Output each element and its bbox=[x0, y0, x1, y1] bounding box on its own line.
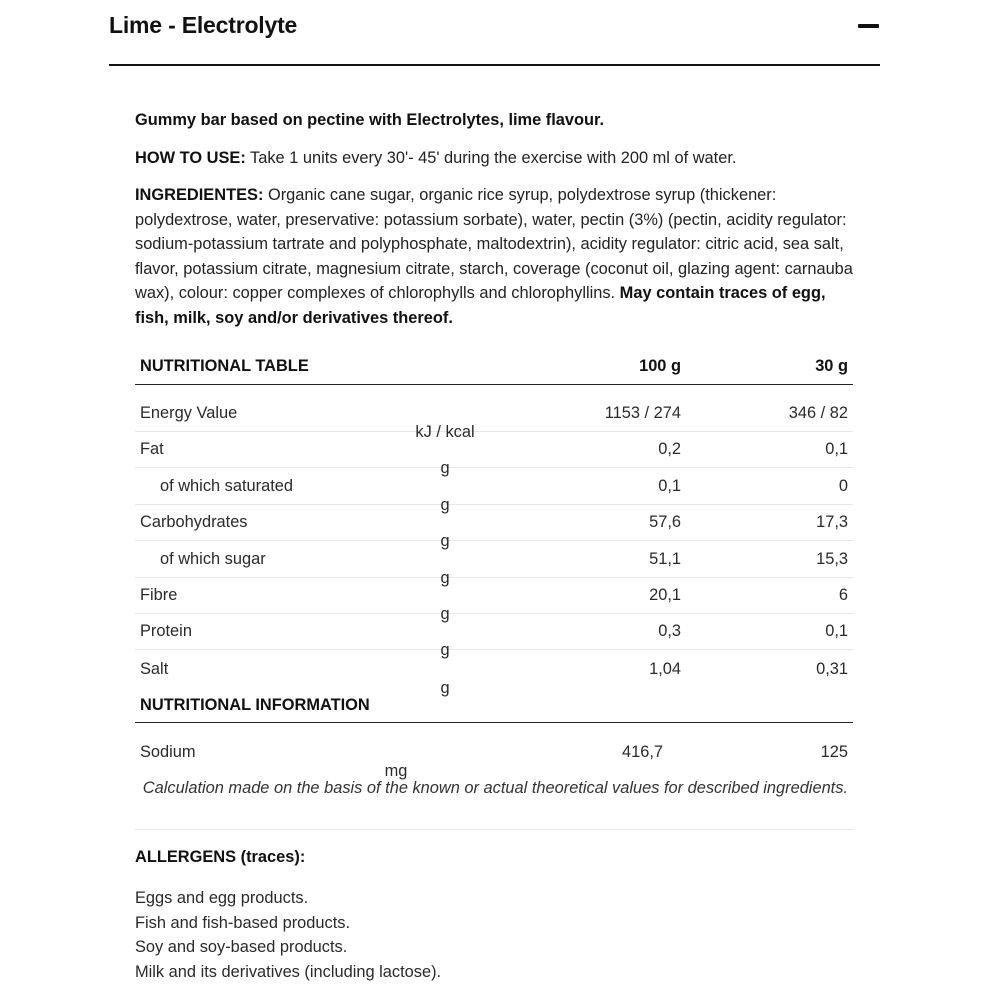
nutrient-name: Energy Value bbox=[140, 404, 238, 422]
nutrition-table-body bbox=[135, 385, 853, 697]
value-per-30g: 15,3 bbox=[816, 549, 848, 568]
nutrition-info-table bbox=[135, 687, 853, 780]
accordion-header[interactable] bbox=[109, 0, 880, 66]
value-per-30g: 0,1 bbox=[825, 622, 848, 641]
nutrition-info-body bbox=[135, 723, 853, 780]
table-row: of which saturated g 0,1 0 bbox=[135, 468, 853, 504]
value-per-30g: 125 bbox=[820, 743, 848, 761]
table-row: Fat g 0,2 0,1 bbox=[135, 432, 853, 468]
value-per-30g: 17,3 bbox=[816, 513, 848, 532]
allergens-title: ALLERGENS (traces): bbox=[135, 848, 306, 866]
allergen-item: Milk and its derivatives (including lactose). bbox=[135, 962, 442, 981]
value-per-100g: 51,1 bbox=[649, 549, 681, 568]
value-per-100g: 20,1 bbox=[649, 585, 681, 604]
table-row: Energy Value kJ / kcal 1153 / 274 346 / 82 bbox=[135, 385, 853, 432]
nutrient-name: Fibre bbox=[140, 585, 178, 604]
value-per-30g: 346 / 82 bbox=[788, 404, 848, 422]
nutrient-name: of which sugar bbox=[160, 549, 266, 568]
value-per-100g: 0,2 bbox=[658, 440, 681, 459]
allergen-item: Eggs and egg products. bbox=[135, 889, 309, 907]
how-to-use bbox=[135, 146, 855, 171]
nutrient-name: of which saturated bbox=[160, 476, 294, 495]
value-per-100g: 416,7 bbox=[621, 743, 663, 761]
value-per-100g: 0,3 bbox=[658, 622, 681, 641]
value-per-30g: 6 bbox=[838, 585, 848, 604]
nutrition-table-title: NUTRITIONAL TABLE bbox=[140, 357, 309, 375]
nutrient-name: Carbohydrates bbox=[140, 513, 248, 532]
nutrition-table bbox=[135, 348, 853, 697]
nutrient-name: Fat bbox=[140, 440, 164, 459]
nutrition-info-header bbox=[135, 687, 853, 723]
table-row: Fibre g 20,1 6 bbox=[135, 578, 853, 614]
table-row: Carbohydrates g 57,6 17,3 bbox=[135, 505, 853, 541]
traces-warning: May contain traces of egg, fish, milk, soy and/or derivatives thereof. bbox=[135, 284, 826, 327]
calculation-note: Calculation made on the basis of the known or actual theoretical values for described ingredients. bbox=[142, 779, 848, 797]
product-title: Lime - Electrolyte bbox=[109, 12, 298, 38]
table-row: Salt g 1,04 0,31 bbox=[140, 659, 848, 697]
nutrition-info-title: NUTRITIONAL INFORMATION bbox=[140, 696, 370, 714]
table-row: Sodium mg 416,7 125 bbox=[140, 743, 848, 780]
value-per-100g: 1153 / 274 bbox=[604, 404, 681, 422]
table-row: of which sugar g 51,1 15,3 bbox=[135, 541, 853, 577]
product-intro: Gummy bar based on pectine with Electrolytes, lime flavour. bbox=[135, 111, 605, 129]
how-to-use-text: Take 1 units every 30'- 45' during the exercise with 200 ml of water. bbox=[245, 148, 737, 167]
nutrient-name: Salt bbox=[140, 659, 169, 678]
column-header-30g: 30 g bbox=[815, 357, 848, 375]
collapse-minus-icon[interactable] bbox=[858, 19, 879, 33]
value-per-100g: 57,6 bbox=[649, 513, 681, 532]
allergen-item: Fish and fish-based products. bbox=[135, 913, 351, 932]
value-per-100g: 1,04 bbox=[649, 659, 681, 678]
nutrient-name: Sodium bbox=[140, 743, 196, 761]
ingredients-text: Organic cane sugar, organic rice syrup, polydextrose syrup (thickener: polydextrose, water, preservative: potassium sorbate), water, pectin (3%) (pectin, acidity regulator: sodium-potassium tartrate and polyphosphate, maltodextrin), acidity regulator: citric acid, sea salt, flavor, potassium citrate, magnesium citrate, starch, coverage (coconut oil, glazing agent: carnauba wax), colour: copper complexes of chlorophylls and chlorophyllins. bbox=[135, 186, 853, 302]
nutrition-table-header bbox=[135, 348, 853, 385]
ingredients bbox=[135, 183, 855, 330]
column-header-100g: 100 g bbox=[639, 357, 681, 375]
divider bbox=[135, 829, 853, 830]
allergens-list bbox=[135, 886, 441, 984]
value-per-100g: 0,1 bbox=[658, 476, 681, 495]
nutrient-name: Protein bbox=[140, 622, 192, 641]
table-row: Protein g 0,3 0,1 bbox=[135, 614, 853, 650]
ingredients-label: INGREDIENTES: bbox=[135, 186, 264, 204]
product-description bbox=[135, 108, 855, 330]
how-to-use-label: HOW TO USE: bbox=[135, 148, 246, 167]
allergen-item: Soy and soy-based products. bbox=[135, 938, 348, 956]
value-per-30g: 0,1 bbox=[825, 440, 848, 459]
value-per-30g: 0 bbox=[838, 476, 848, 495]
value-per-30g: 0,31 bbox=[816, 659, 848, 678]
